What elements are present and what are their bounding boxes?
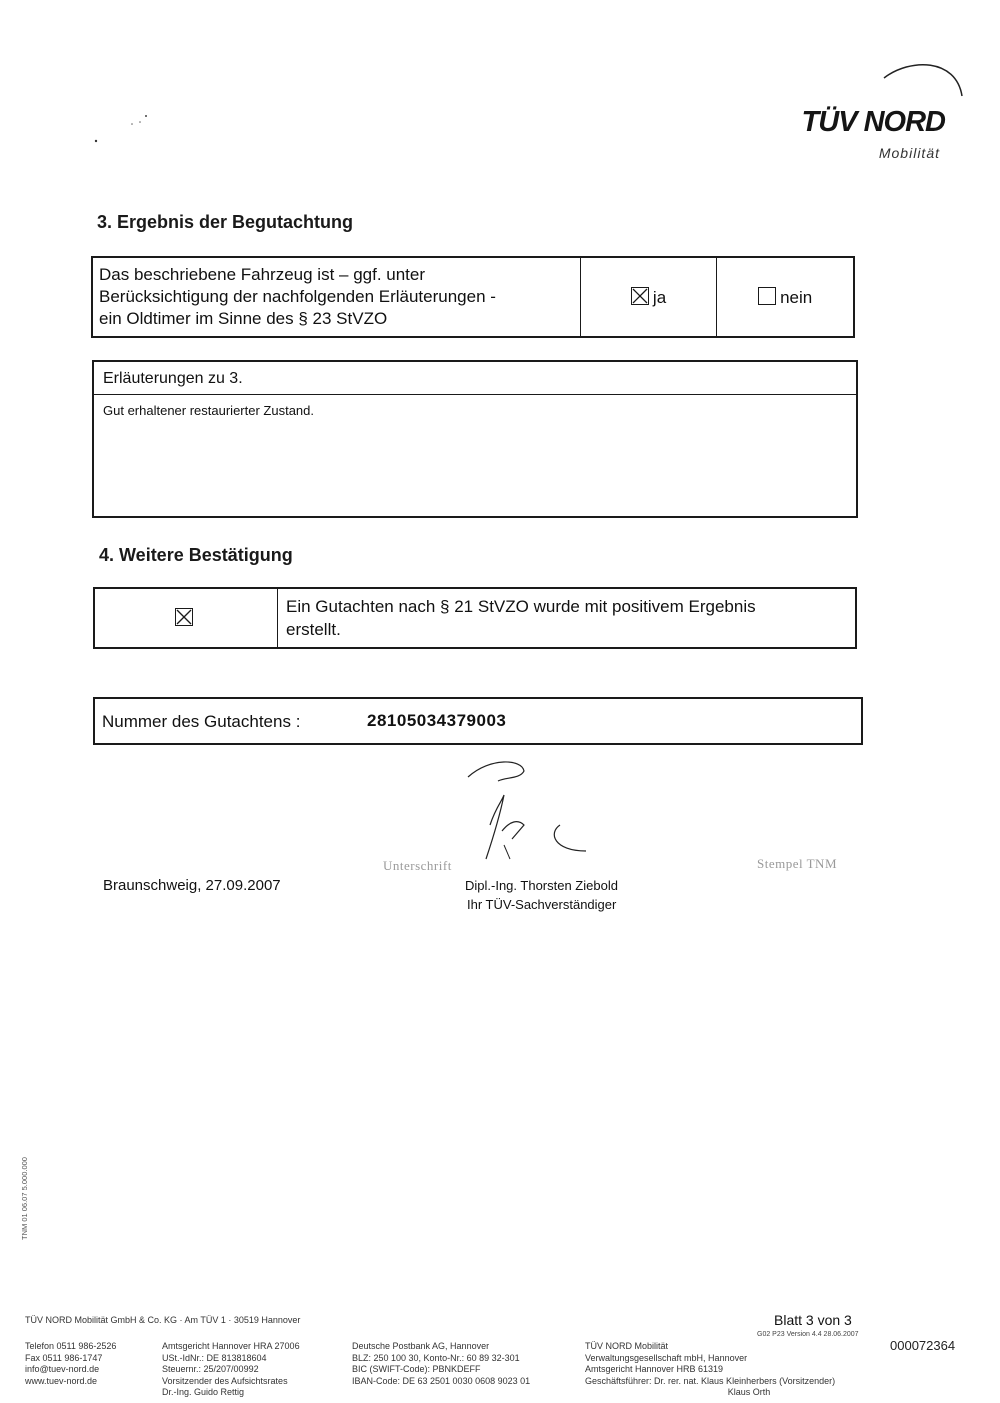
confirmation-checkbox[interactable]: [175, 608, 193, 626]
confirmation-table: [93, 587, 857, 649]
question-line: ein Oldtimer im Sinne des § 23 StVZO: [99, 309, 388, 328]
checkmark-x-icon: [176, 609, 192, 625]
confirmation-line: Ein Gutachten nach § 21 StVZO wurde mit positivem Ergebnis: [286, 597, 756, 616]
signature-label: Unterschrift: [383, 858, 452, 873]
explanations-text: Gut erhaltener restaurierter Zustand.: [103, 403, 314, 418]
footer-line: Geschäftsführer: Dr. rer. nat. Klaus Kleinherbers (Vorsitzender): [585, 1375, 836, 1386]
question-line: Berücksichtigung der nachfolgenden Erläuterungen -: [99, 287, 496, 306]
signer-name: Dipl.-Ing. Thorsten Ziebold: [465, 878, 618, 893]
option-ja-cell: [580, 257, 717, 337]
footer-bank-column: [352, 1341, 530, 1387]
report-number-label: Nummer des Gutachtens :: [102, 712, 301, 731]
footer-line: info@tuev-nord.de: [25, 1364, 100, 1374]
footer-line: Amtsgericht Hannover HRB 61319: [585, 1364, 724, 1374]
nein-label: nein: [780, 287, 813, 307]
result-table: [91, 256, 855, 338]
footer-management-column: [585, 1341, 835, 1399]
explanations-heading: Erläuterungen zu 3.: [94, 362, 856, 395]
signer-role: Ihr TÜV-Sachverständiger: [467, 897, 617, 912]
report-number-box: [93, 697, 863, 745]
footer-contact-column: [25, 1341, 116, 1387]
footer-registry-column: [162, 1341, 300, 1399]
report-number-value: 28105034379003: [367, 711, 507, 730]
confirmation-line: erstellt.: [286, 620, 341, 639]
footer-line: Verwaltungsgesellschaft mbH, Hannover: [585, 1352, 748, 1363]
document-id: 000072364: [890, 1338, 956, 1353]
checkmark-x-icon: [632, 288, 648, 304]
footer-line: www.tuev-nord.de: [25, 1375, 98, 1386]
footer-line: IBAN-Code: DE 63 2501 0030 0608 9023 01: [352, 1375, 531, 1386]
stamp-label: Stempel TNM: [757, 856, 838, 871]
place-date: Braunschweig, 27.09.2007: [103, 877, 281, 894]
brand-logo-text: TÜV NORD: [801, 106, 945, 138]
form-version: G02 P23 Version 4.4 28.06.2007: [757, 1331, 859, 1338]
footer-line: TÜV NORD Mobilität: [585, 1341, 669, 1351]
footer-company-line: TÜV NORD Mobilität GmbH & Co. KG · Am TÜV 1 · 30519 Hannover: [25, 1315, 301, 1325]
section3-heading: 3. Ergebnis der Begutachtung: [97, 212, 354, 232]
footer-line: Fax 0511 986-1747: [25, 1352, 103, 1363]
footer-line: USt.-IdNr.: DE 813818604: [162, 1352, 267, 1363]
footer-line: BIC (SWIFT-Code): PBNKDEFF: [352, 1364, 481, 1374]
nein-checkbox[interactable]: [758, 287, 776, 305]
footer-line: Amtsgericht Hannover HRA 27006: [162, 1341, 300, 1351]
footer-line: BLZ: 250 100 30, Konto-Nr.: 60 89 32-301: [352, 1352, 520, 1363]
option-nein-cell: [717, 257, 854, 337]
scan-specks: [90, 110, 160, 150]
footer-line: Telefon 0511 986-2526: [25, 1341, 117, 1351]
ja-label: ja: [652, 287, 667, 307]
handwritten-signature: [440, 755, 600, 865]
question-line: Das beschriebene Fahrzeug ist – ggf. unter: [99, 265, 426, 284]
result-question: [92, 257, 580, 337]
form-code-vertical: TNM 01 06.07 5.000.000: [20, 1157, 29, 1240]
page-number: Blatt 3 von 3: [774, 1312, 852, 1328]
confirmation-checkbox-cell: [94, 588, 278, 648]
explanations-box: [92, 360, 858, 518]
footer-line: Deutsche Postbank AG, Hannover: [352, 1341, 490, 1351]
footer-line: Klaus Orth: [727, 1387, 771, 1397]
footer-line: Steuernr.: 25/207/00992: [162, 1364, 259, 1374]
section4-heading: 4. Weitere Bestätigung: [99, 545, 293, 565]
brand-subtitle: Mobilität: [878, 145, 940, 161]
footer-line: Dr.-Ing. Guido Rettig: [162, 1387, 245, 1397]
footer-line: Vorsitzender des Aufsichtsrates: [162, 1375, 288, 1386]
confirmation-text: [278, 588, 857, 648]
ja-checkbox[interactable]: [631, 287, 649, 305]
